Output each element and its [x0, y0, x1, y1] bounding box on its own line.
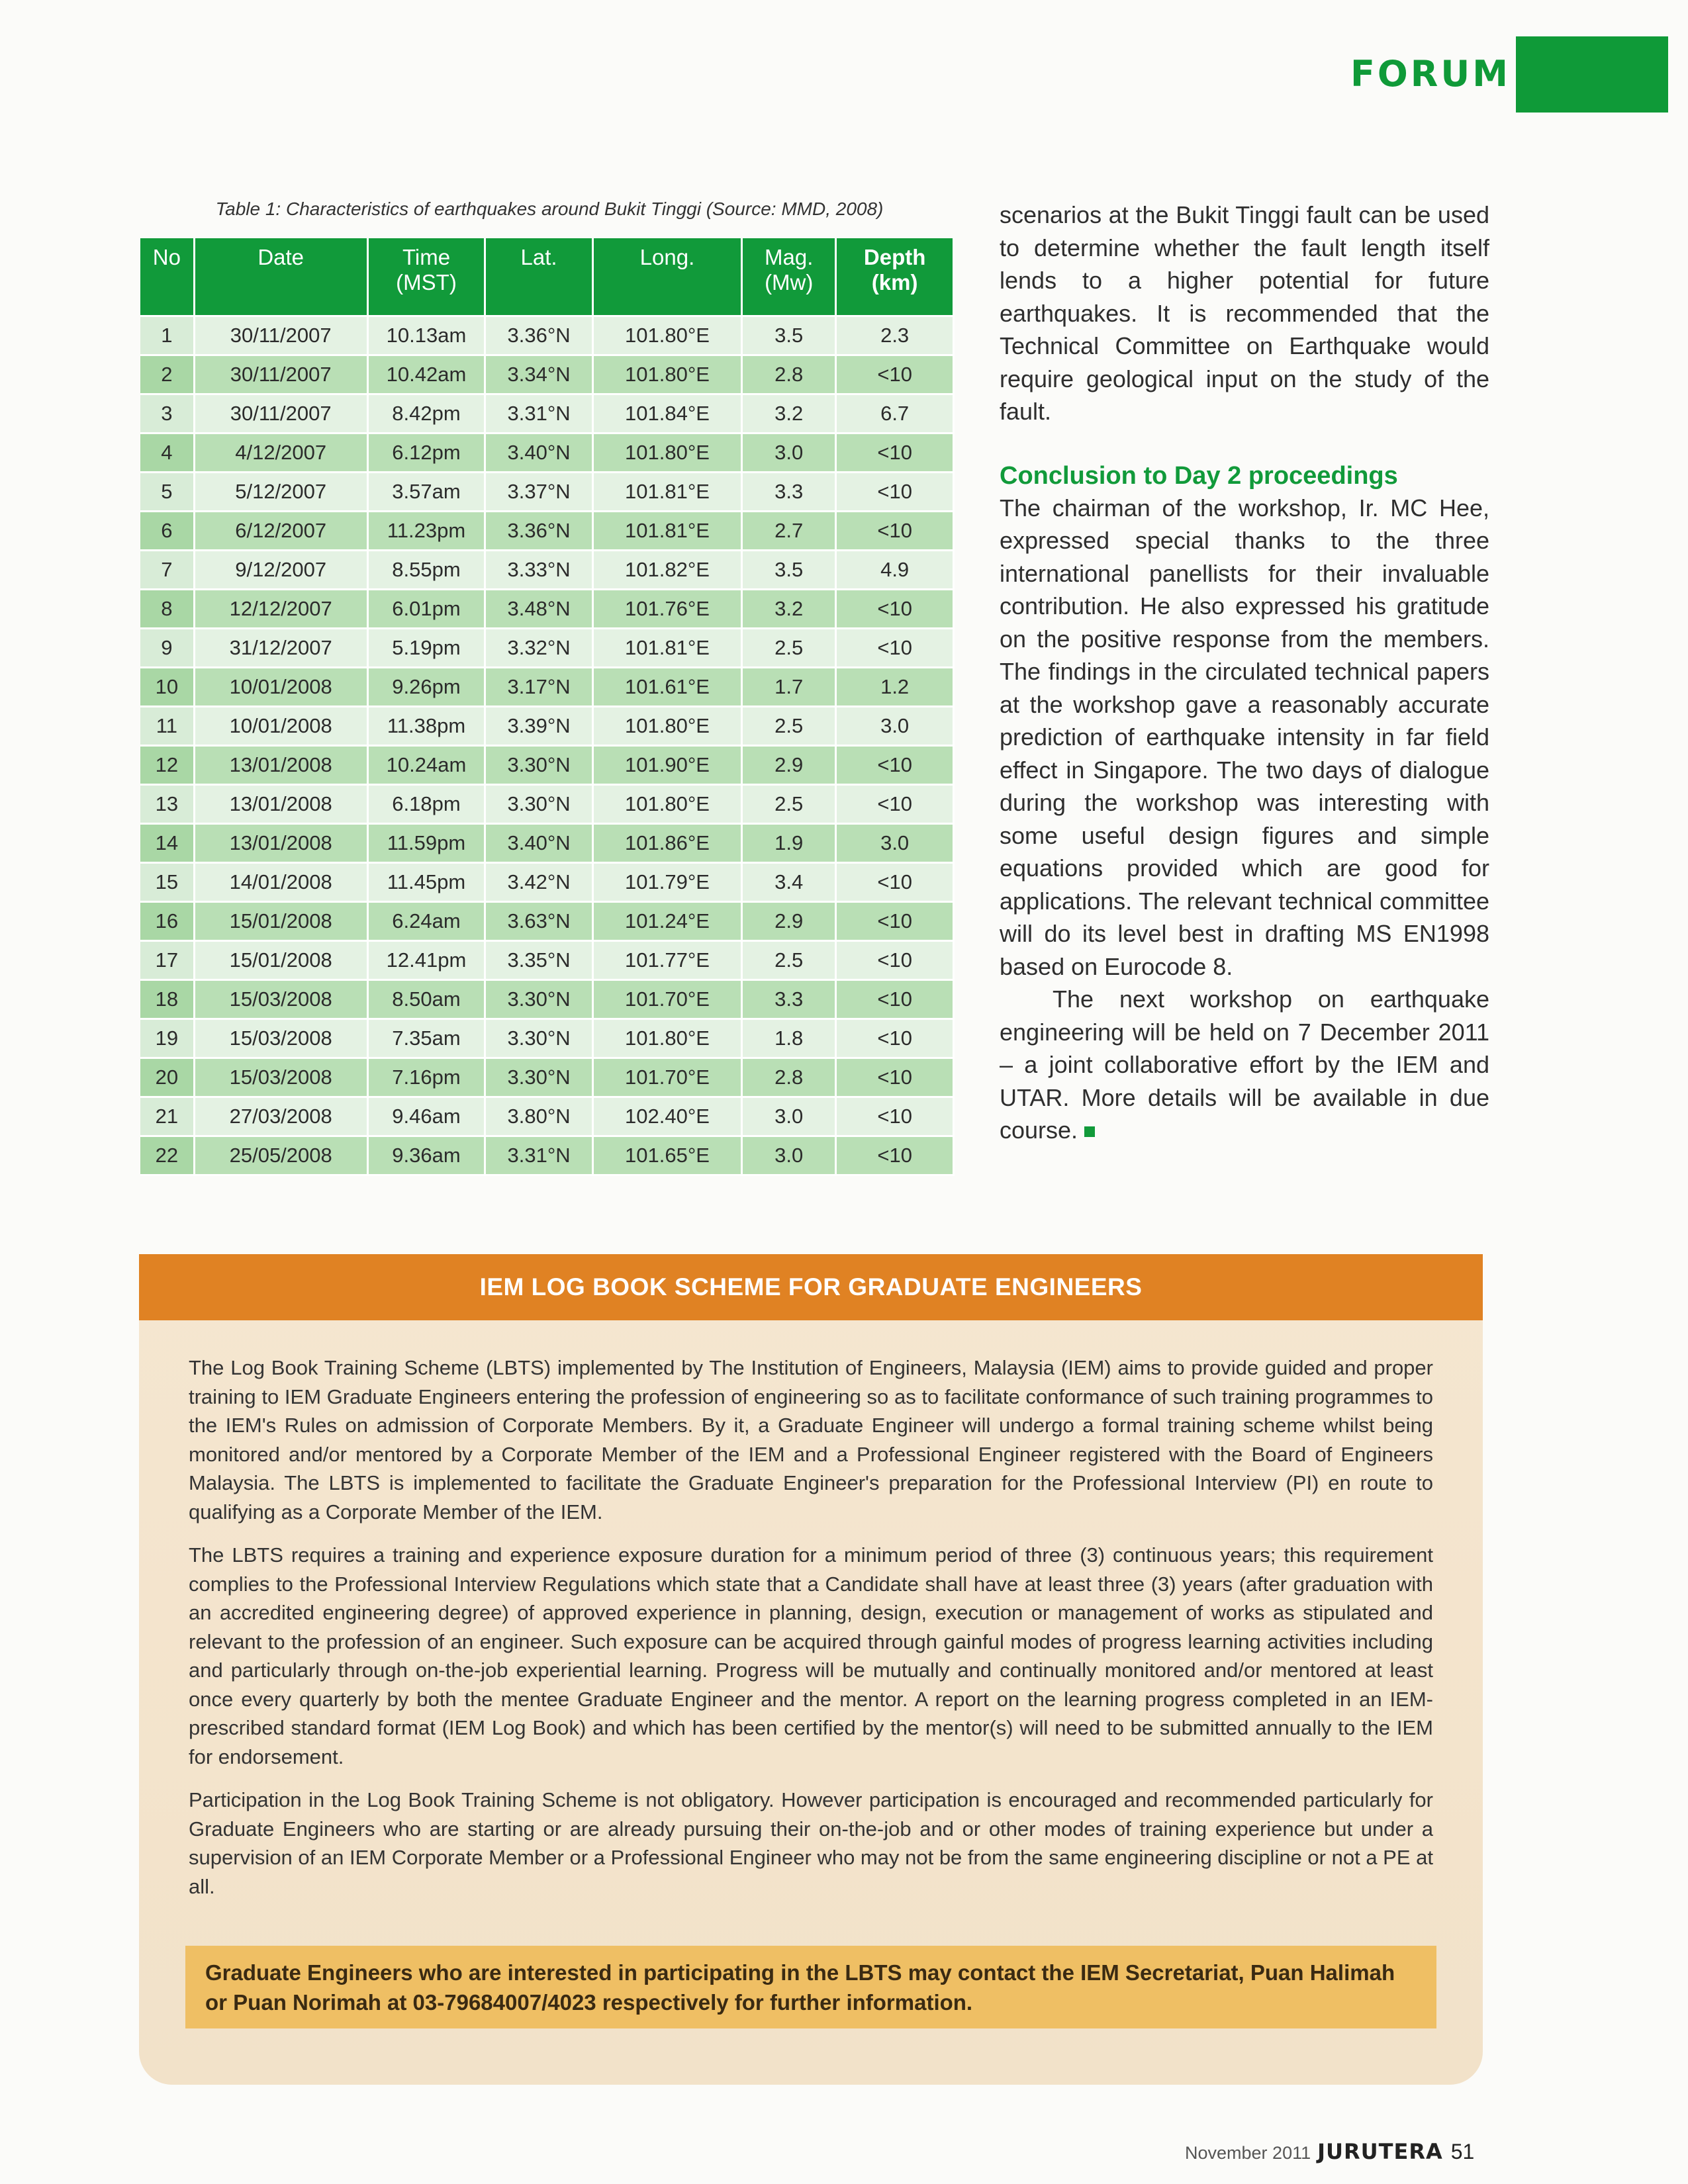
cell-long: 101.70°E [592, 980, 741, 1019]
cell-lat: 3.30°N [485, 980, 592, 1019]
cell-mag: 3.3 [742, 473, 836, 512]
cell-depth: <10 [836, 1058, 954, 1097]
cell-lat: 3.36°N [485, 512, 592, 551]
page-number: 51 [1450, 2140, 1475, 2163]
table-header-row [140, 238, 954, 316]
cell-date: 15/03/2008 [194, 1058, 367, 1097]
table-row [140, 785, 954, 824]
cell-date: 13/01/2008 [194, 824, 367, 863]
cell-time: 6.12pm [367, 433, 485, 473]
article-paragraph: The chairman of the workshop, Ir. MC Hee, expressed special thanks to the three international panellists for their invaluable contribution. He also expressed his gratitude on the positive response from the members. The findings in the circulated technical papers at the workshop gave a reasonably accurate prediction of earthquake intensity in far field effect in Singapore. The two days of dialogue during the workshop was interesting with some useful design figures and simple equations provided which are good for applications. The relevant technical committee will do its level best in drafting MS EN1998 based on Eurocode 8. [1000, 494, 1489, 980]
cell-lat: 3.30°N [485, 746, 592, 785]
cell-no: 13 [140, 785, 194, 824]
cell-no: 3 [140, 394, 194, 433]
cell-no: 9 [140, 629, 194, 668]
table-caption: Table 1: Characteristics of earthquakes around Bukit Tinggi (Source: MMD, 2008) [215, 199, 884, 219]
cell-long: 101.80°E [592, 316, 741, 355]
cell-long: 101.80°E [592, 785, 741, 824]
cell-depth: <10 [836, 1136, 954, 1175]
header-date: Date [194, 238, 367, 316]
header-depth: Depth (km) [836, 238, 954, 316]
cell-time: 6.01pm [367, 590, 485, 629]
cell-date: 30/11/2007 [194, 316, 367, 355]
cell-lat: 3.31°N [485, 394, 592, 433]
cell-depth: <10 [836, 1097, 954, 1136]
cell-time: 11.45pm [367, 863, 485, 902]
cell-depth: 6.7 [836, 394, 954, 433]
cell-lat: 3.36°N [485, 316, 592, 355]
cell-time: 9.26pm [367, 668, 485, 707]
cell-lat: 3.30°N [485, 785, 592, 824]
cell-date: 25/05/2008 [194, 1136, 367, 1175]
cell-mag: 2.5 [742, 707, 836, 746]
cell-lat: 3.30°N [485, 1019, 592, 1058]
cell-mag: 3.0 [742, 1097, 836, 1136]
cell-long: 101.79°E [592, 863, 741, 902]
cell-depth: <10 [836, 433, 954, 473]
cell-mag: 1.9 [742, 824, 836, 863]
cell-no: 6 [140, 512, 194, 551]
cell-date: 27/03/2008 [194, 1097, 367, 1136]
cell-depth: <10 [836, 980, 954, 1019]
cell-no: 21 [140, 1097, 194, 1136]
table-row [140, 433, 954, 473]
cell-time: 6.24am [367, 902, 485, 941]
article-paragraph-final: The next workshop on earthquake engineering will be held on 7 December 2011 – a joint collaborative effort by the IEM and UTAR. More details will be available in due course. [1000, 985, 1489, 1144]
cell-time: 8.50am [367, 980, 485, 1019]
cell-no: 11 [140, 707, 194, 746]
cell-no: 15 [140, 863, 194, 902]
cell-lat: 3.42°N [485, 863, 592, 902]
section-color-tab [1516, 36, 1668, 113]
cell-long: 101.86°E [592, 824, 741, 863]
cell-depth: 4.9 [836, 551, 954, 590]
cell-mag: 3.5 [742, 551, 836, 590]
cell-date: 4/12/2007 [194, 433, 367, 473]
table-row [140, 668, 954, 707]
cell-lat: 3.17°N [485, 668, 592, 707]
cell-long: 101.84°E [592, 394, 741, 433]
cell-no: 10 [140, 668, 194, 707]
cell-mag: 2.9 [742, 902, 836, 941]
cell-no: 4 [140, 433, 194, 473]
table-row [140, 746, 954, 785]
cell-no: 20 [140, 1058, 194, 1097]
cell-depth: 2.3 [836, 316, 954, 355]
cell-time: 7.35am [367, 1019, 485, 1058]
cell-long: 101.80°E [592, 433, 741, 473]
cell-long: 101.82°E [592, 551, 741, 590]
cell-long: 101.77°E [592, 941, 741, 980]
table-row [140, 551, 954, 590]
cell-time: 9.36am [367, 1136, 485, 1175]
table-row [140, 1019, 954, 1058]
table-row [140, 824, 954, 863]
cell-depth: <10 [836, 902, 954, 941]
cell-depth: <10 [836, 355, 954, 394]
cell-date: 12/12/2007 [194, 590, 367, 629]
cell-lat: 3.30°N [485, 1058, 592, 1097]
table-row [140, 473, 954, 512]
cell-mag: 2.9 [742, 746, 836, 785]
table-row [140, 902, 954, 941]
cell-no: 2 [140, 355, 194, 394]
cell-lat: 3.34°N [485, 355, 592, 394]
cell-date: 15/01/2008 [194, 902, 367, 941]
table-row [140, 863, 954, 902]
cell-time: 5.19pm [367, 629, 485, 668]
header-long: Long. [592, 238, 741, 316]
cell-long: 101.81°E [592, 512, 741, 551]
cell-no: 19 [140, 1019, 194, 1058]
cell-time: 8.42pm [367, 394, 485, 433]
header-mag: Mag. (Mw) [742, 238, 836, 316]
cell-time: 9.46am [367, 1097, 485, 1136]
cell-mag: 2.8 [742, 355, 836, 394]
header-no: No [140, 238, 194, 316]
cell-long: 101.80°E [592, 355, 741, 394]
lbts-paragraph: Participation in the Log Book Training Scheme is not obligatory. However participation is encouraged and recommended particularly for Graduate Engineers who are starting or are already pursuing their on-the-job and or other modes of training experience but under a supervision of an IEM Corporate Member or a Professional Engineer who may not be from the same engineering discipline or not a PE at all. [189, 1788, 1433, 1898]
cell-mag: 3.4 [742, 863, 836, 902]
cell-mag: 2.5 [742, 941, 836, 980]
cell-time: 11.38pm [367, 707, 485, 746]
cell-no: 12 [140, 746, 194, 785]
cell-lat: 3.33°N [485, 551, 592, 590]
cell-mag: 3.2 [742, 394, 836, 433]
cell-no: 5 [140, 473, 194, 512]
cell-long: 101.70°E [592, 1058, 741, 1097]
cell-long: 101.80°E [592, 1019, 741, 1058]
lbts-paragraph: The LBTS requires a training and experience exposure duration for a minimum period of three (3) continuous years; this requirement complies to the Professional Interview Regulations which state that a Candidate shall have at least three (3) years (after graduation with an accredited engineering degree) of approved experience in planning, design, execution or management of works as stipulated and relevant to the profession of an engineer. Such exposure can be acquired through gainful modes of progress learning activities including and particularly through on-the-job experiential learning. Progress will be mutually and continually monitored and/or mentored at least once every quarterly by both the mentee Graduate Engineer and the mentor. A report on the learning progress completed in an IEM-prescribed standard format (IEM Log Book) and which has been certified by the mentor(s) will need to be submitted annually to the IEM for endorsement. [189, 1543, 1433, 1768]
cell-date: 31/12/2007 [194, 629, 367, 668]
cell-depth: <10 [836, 941, 954, 980]
header-time: Time (MST) [367, 238, 485, 316]
conclusion-heading: Conclusion to Day 2 proceedings [1000, 461, 1398, 490]
table-row [140, 316, 954, 355]
cell-date: 10/01/2008 [194, 707, 367, 746]
cell-depth: 3.0 [836, 824, 954, 863]
cell-lat: 3.63°N [485, 902, 592, 941]
cell-depth: <10 [836, 473, 954, 512]
cell-date: 14/01/2008 [194, 863, 367, 902]
end-mark-icon [1084, 1126, 1095, 1137]
cell-long: 101.81°E [592, 629, 741, 668]
cell-date: 15/01/2008 [194, 941, 367, 980]
cell-no: 7 [140, 551, 194, 590]
table-row [140, 394, 954, 433]
cell-depth: <10 [836, 1019, 954, 1058]
cell-depth: <10 [836, 785, 954, 824]
earthquake-table [140, 238, 955, 1176]
page-footer [1185, 2139, 1474, 2164]
cell-mag: 2.5 [742, 785, 836, 824]
lbts-body [189, 1353, 1433, 1915]
cell-no: 1 [140, 316, 194, 355]
cell-date: 15/03/2008 [194, 980, 367, 1019]
table-row [140, 1136, 954, 1175]
cell-date: 30/11/2007 [194, 355, 367, 394]
table-row [140, 512, 954, 551]
cell-lat: 3.35°N [485, 941, 592, 980]
cell-date: 5/12/2007 [194, 473, 367, 512]
article-paragraph: scenarios at the Bukit Tinggi fault can be used to determine whether the fault length itself lends to a higher potential for future earthquakes. It is recommended that the Technical Committee on Earthquake would require geological input on the study of the fault. [1000, 201, 1489, 425]
table-row [140, 629, 954, 668]
magazine-name: JURUTERA [1317, 2139, 1443, 2164]
header-lat: Lat. [485, 238, 592, 316]
cell-date: 13/01/2008 [194, 746, 367, 785]
table-row [140, 707, 954, 746]
lbts-paragraph: The Log Book Training Scheme (LBTS) implemented by The Institution of Engineers, Malaysia (IEM) aims to provide guided and proper training to IEM Graduate Engineers entering the profession of engineering so as to facilitate conformance of such training programmes to the IEM's Rules on admission of Corporate Members. By it, a Graduate Engineer will undergo a formal training scheme whilst being monitored and/or mentored by a Corporate Member of the IEM and a Professional Engineer registered with the Board of Engineers Malaysia. The LBTS is implemented to facilitate the Graduate Engineer's preparation for the Professional Interview (PI) en route to qualifying as a Corporate Member of the IEM. [189, 1356, 1433, 1524]
cell-long: 101.90°E [592, 746, 741, 785]
cell-long: 101.81°E [592, 473, 741, 512]
cell-long: 101.61°E [592, 668, 741, 707]
cell-mag: 2.8 [742, 1058, 836, 1097]
cell-date: 13/01/2008 [194, 785, 367, 824]
cell-mag: 2.5 [742, 629, 836, 668]
cell-long: 101.65°E [592, 1136, 741, 1175]
cell-mag: 1.8 [742, 1019, 836, 1058]
lbts-contact-text: Graduate Engineers who are interested in participating in the LBTS may contact the IEM Secretariat, Puan Halimah or Puan Norimah at 03-79684007/4023 respectively for further information. [205, 1960, 1395, 2015]
cell-long: 101.24°E [592, 902, 741, 941]
cell-date: 6/12/2007 [194, 512, 367, 551]
cell-lat: 3.31°N [485, 1136, 592, 1175]
table-row [140, 941, 954, 980]
table-row [140, 1058, 954, 1097]
cell-no: 22 [140, 1136, 194, 1175]
cell-no: 8 [140, 590, 194, 629]
cell-long: 101.76°E [592, 590, 741, 629]
cell-no: 16 [140, 902, 194, 941]
issue-date: November 2011 [1185, 2143, 1311, 2163]
cell-no: 18 [140, 980, 194, 1019]
table-row [140, 355, 954, 394]
cell-mag: 3.0 [742, 1136, 836, 1175]
cell-lat: 3.80°N [485, 1097, 592, 1136]
cell-lat: 3.40°N [485, 433, 592, 473]
cell-time: 6.18pm [367, 785, 485, 824]
cell-mag: 3.2 [742, 590, 836, 629]
cell-time: 3.57am [367, 473, 485, 512]
article-column [1000, 199, 1489, 1147]
cell-mag: 3.5 [742, 316, 836, 355]
cell-lat: 3.40°N [485, 824, 592, 863]
table-row [140, 980, 954, 1019]
cell-long: 102.40°E [592, 1097, 741, 1136]
cell-lat: 3.37°N [485, 473, 592, 512]
cell-depth: <10 [836, 863, 954, 902]
cell-mag: 1.7 [742, 668, 836, 707]
cell-mag: 3.0 [742, 433, 836, 473]
cell-time: 12.41pm [367, 941, 485, 980]
table-row [140, 1097, 954, 1136]
cell-time: 7.16pm [367, 1058, 485, 1097]
section-label: FORUM [1350, 53, 1511, 95]
cell-date: 10/01/2008 [194, 668, 367, 707]
cell-depth: 3.0 [836, 707, 954, 746]
cell-depth: 1.2 [836, 668, 954, 707]
cell-depth: <10 [836, 512, 954, 551]
cell-time: 10.42am [367, 355, 485, 394]
cell-date: 15/03/2008 [194, 1019, 367, 1058]
cell-depth: <10 [836, 629, 954, 668]
cell-depth: <10 [836, 746, 954, 785]
cell-no: 17 [140, 941, 194, 980]
cell-time: 10.24am [367, 746, 485, 785]
cell-mag: 3.3 [742, 980, 836, 1019]
cell-lat: 3.32°N [485, 629, 592, 668]
cell-date: 30/11/2007 [194, 394, 367, 433]
cell-lat: 3.39°N [485, 707, 592, 746]
lbts-title: IEM LOG BOOK SCHEME FOR GRADUATE ENGINEERS [139, 1254, 1483, 1320]
cell-mag: 2.7 [742, 512, 836, 551]
cell-date: 9/12/2007 [194, 551, 367, 590]
cell-long: 101.80°E [592, 707, 741, 746]
cell-no: 14 [140, 824, 194, 863]
lbts-contact-callout [185, 1946, 1436, 2028]
cell-time: 11.59pm [367, 824, 485, 863]
cell-lat: 3.48°N [485, 590, 592, 629]
cell-depth: <10 [836, 590, 954, 629]
cell-time: 8.55pm [367, 551, 485, 590]
cell-time: 10.13am [367, 316, 485, 355]
table-row [140, 590, 954, 629]
cell-time: 11.23pm [367, 512, 485, 551]
